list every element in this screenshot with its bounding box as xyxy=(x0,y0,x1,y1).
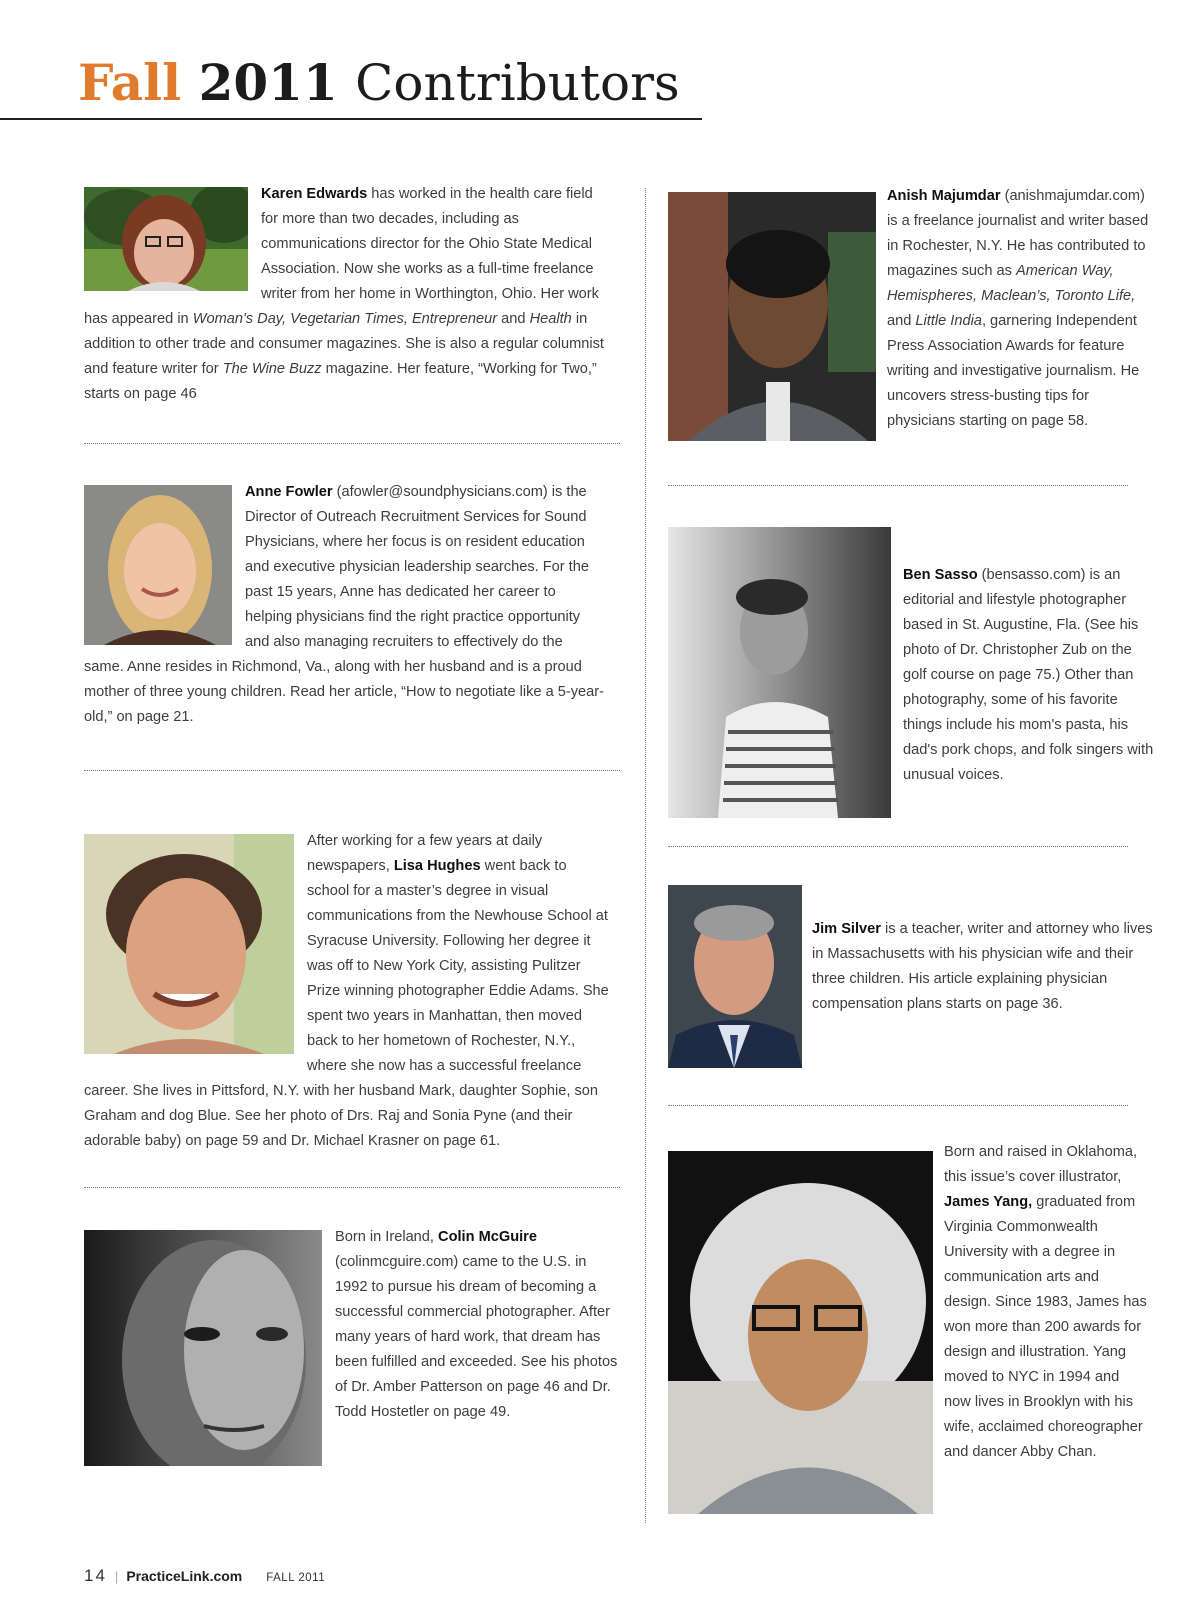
column-divider xyxy=(645,188,646,1523)
contributor-photo-lisa-hughes xyxy=(84,834,294,1054)
contributor-photo-karen-edwards xyxy=(84,187,248,291)
contributor-name: Lisa Hughes xyxy=(393,858,481,874)
contributor-jim-silver: Jim Silver is a teacher, writer and attorney who lives in Massachusetts with his physician wife and their three children. His article explaining physician compensation plans starts on page 36. xyxy=(812,921,1153,1012)
contributor-name: Anish Majumdar xyxy=(887,188,1001,204)
contributor-ben-sasso: Ben Sasso (bensasso.com) is an editorial and lifestyle photographer based in St. Augustine, Fla. (See his photo of Dr. Christopher Zub on the golf course on page 75.) Other than photography, some of his favorite things include his mom's pasta, his dad's pork chops, and folk singers with unusual voices. xyxy=(903,567,1154,783)
section-divider xyxy=(84,443,620,444)
footer-issue: FALL 2011 xyxy=(266,1572,326,1584)
contributor-name: Anne Fowler xyxy=(245,484,333,500)
contributor-anish-majumdar: Anish Majumdar (anishmajumdar.com) is a freelance journalist and writer based in Rochester, N.Y. He has contributed to magazines such as American Way, Hemispheres, Maclean’s, Toronto Life, and Little India, garnering Independent Press Association Awards for feature writing and investigative journalism. He uncovers stress-busting tips for physicians starting on page 58. xyxy=(887,188,1149,429)
page-number: 14 xyxy=(84,1566,107,1585)
contributor-name: Karen Edwards xyxy=(261,186,368,202)
section-divider xyxy=(668,485,1128,486)
title-rule xyxy=(0,118,702,120)
title-season: Fall xyxy=(78,53,182,112)
title-word: Contributors xyxy=(355,54,680,112)
section-divider xyxy=(84,770,620,771)
contributor-photo-anne-fowler xyxy=(84,485,232,645)
section-divider xyxy=(668,846,1128,847)
footer-site: PracticeLink.com xyxy=(126,1568,243,1584)
contributor-photo-ben-sasso xyxy=(668,527,891,818)
contributor-anne-fowler: Anne Fowler (afowler@soundphysicians.com) is the Director of Outreach Recruitment Services for Sound Physicians, where her focus is on resident education and executive physician leadership searches. For the past 15 years, Anne has dedicated her career to helping physicians find the right practice opportunity and also managing recruiters to effectively do the same. Anne resides in Richmond, Va., along with her husband and is a proud mother of three young children. Read her article, “How to negotiate like a 5-year-old,” on page 21. xyxy=(84,484,604,725)
contributor-photo-anish-majumdar xyxy=(668,192,876,441)
section-divider xyxy=(668,1105,1128,1106)
page-footer xyxy=(84,1566,325,1586)
contributor-photo-james-yang xyxy=(668,1151,933,1514)
contributor-name: Colin McGuire xyxy=(438,1229,537,1245)
contributor-name: Ben Sasso xyxy=(903,567,978,583)
contributor-name: James Yang, xyxy=(944,1194,1033,1210)
contributor-photo-colin-mcguire xyxy=(84,1230,322,1466)
contributor-karen-edwards: Karen Edwards has worked in the health care field for more than two decades, including as communications director for the Ohio State Medical Association. Now she works as a full-time freelance writer from her home in Worthington, Ohio. Her work has appeared in Woman's Day, Vegetarian Times, Entrepreneur and Health in addition to other trade and consumer magazines. She is also a regular columnist and feature writer for The Wine Buzz magazine. Her feature, “Working for Two,” starts on page 46 xyxy=(84,182,604,407)
contributor-lisa-hughes: After working for a few years at daily newspapers, Lisa Hughes went back to school for a master’s degree in visual communications from the Newhouse School at Syracuse University. Following her degree it was off to New York City, assisting Pulitzer Prize winning photographer Eddie Adams. She spent two years in Manhattan, then moved back to her hometown of Rochester, N.Y., where she now has a successful freelance career. She lives in Pittsford, N.Y. with her husband Mark, daughter Sophie, son Graham and dog Blue. See her photo of Drs. Raj and Sonia Pyne (and their adorable baby) on page 59 and Dr. Michael Krasner on page 61. xyxy=(84,833,609,1149)
page-title xyxy=(78,48,680,118)
title-year: 2011 xyxy=(198,53,338,112)
contributor-james-yang: Born and raised in Oklahoma, this issue’s cover illustrator, James Yang, graduated from Virginia Commonwealth University with a degree in communication arts and design. Since 1983, James has won more than 200 awards for design and illustration. Yang moved to NYC in 1994 and now lives in Brooklyn with his wife, acclaimed choreographer and dancer Abby Chan. xyxy=(944,1144,1147,1460)
section-divider xyxy=(84,1187,620,1188)
contributor-photo-jim-silver xyxy=(668,885,802,1068)
contributor-name: Jim Silver xyxy=(812,921,881,937)
contributor-colin-mcguire: Born in Ireland, Colin McGuire (colinmcguire.com) came to the U.S. in 1992 to pursue his dream of becoming a successful commercial photographer. After many years of hard work, that dream has been fulfilled and exceeded. See his photos of Dr. Amber Patterson on page 46 and Dr. Todd Hostetler on page 49. xyxy=(84,1225,619,1470)
footer-separator: | xyxy=(114,1569,119,1584)
